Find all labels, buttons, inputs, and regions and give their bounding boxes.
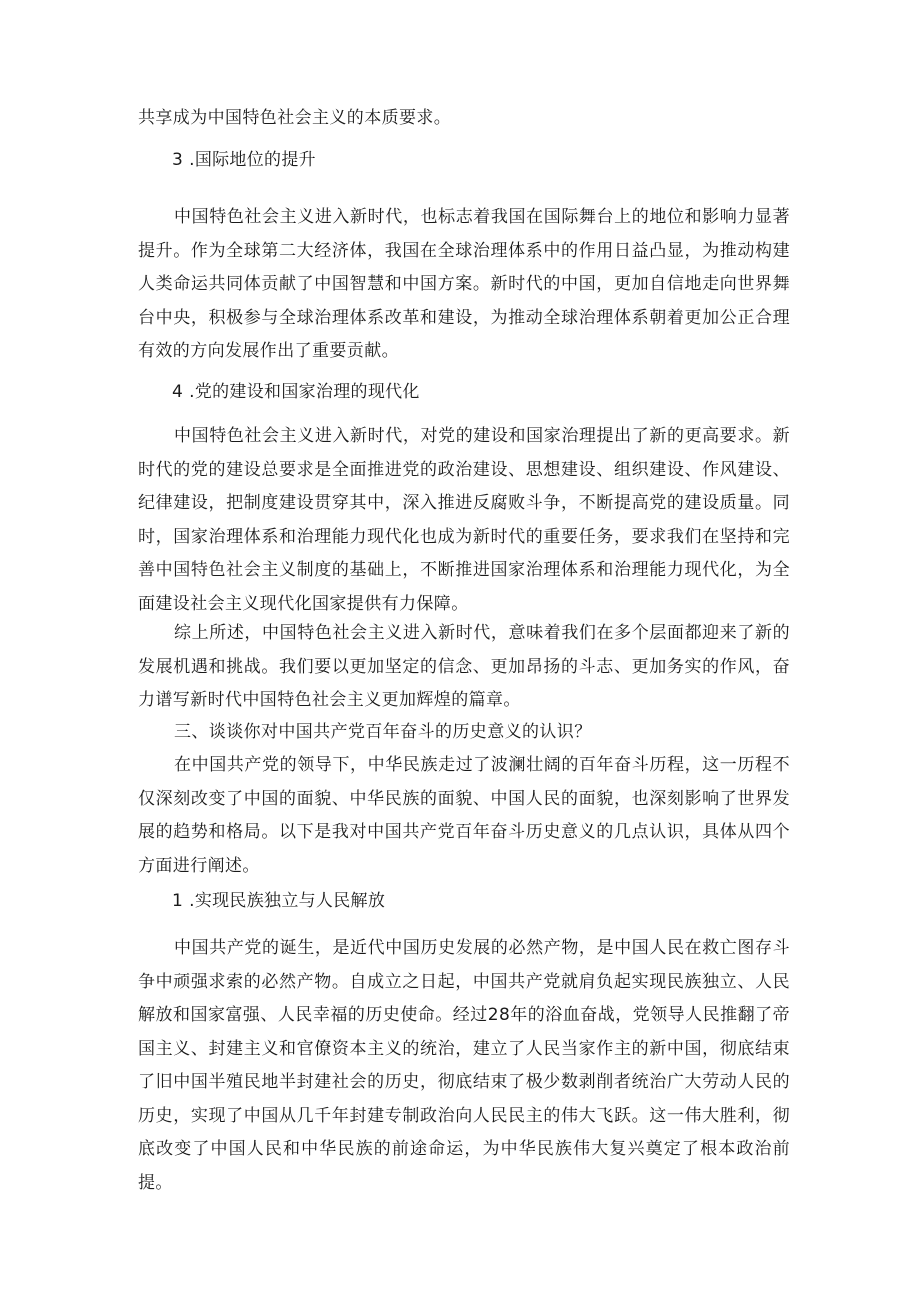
heading-number: 4 — [172, 382, 184, 402]
paragraph-century-struggle: 在中国共产党的领导下，中华民族走过了波澜壮阔的百年奋斗历程，这一历程不仅深刻改变了中国的面貌、中华民族的面貌、中国人民的面貌，也深刻影响了世界发展的趋势和格局。以下是我对中国共产党百年奋斗历史意义的几点认识，具体从四个方面进行阐述。 — [138, 755, 790, 876]
heading-independence — [172, 885, 385, 918]
heading-international-status — [172, 144, 316, 177]
heading-text: .实现民族独立与人民解放 — [189, 891, 386, 911]
section-heading-three: 三、谈谈你对中国共产党百年奋斗的历史意义的认识？ — [174, 722, 592, 742]
paragraph-intro-tail: 共享成为中国特色社会主义的本质要求。 — [138, 108, 452, 128]
heading-text: .国际地位的提升 — [189, 150, 316, 170]
paragraph-summary: 综上所述，中国特色社会主义进入新时代，意味着我们在多个层面都迎来了新的发展机遇和挑战。我们要以更加坚定的信念、更加昂扬的斗志、更加务实的作风，奋力谱写新时代中国特色社会主义更加辉煌的篇章。 — [138, 623, 790, 710]
heading-party-building — [172, 376, 420, 409]
paragraph-international-status: 中国特色社会主义进入新时代，也标志着我国在国际舞台上的地位和影响力显著提升。作为全球第二大经济体，我国在全球治理体系中的作用日益凸显，为推动构建人类命运共同体贡献了中国智慧和中国方案。新时代的中国，更加自信地走向世界舞台中央，积极参与全球治理体系改革和建设，为推动全球治理体系朝着更加公正合理有效的方向发展作出了重要贡献。 — [138, 207, 790, 361]
heading-number: 3 — [172, 150, 184, 170]
heading-number: 1 — [172, 891, 184, 911]
heading-text: .党的建设和国家治理的现代化 — [189, 382, 420, 402]
paragraph-party-building: 中国特色社会主义进入新时代，对党的建设和国家治理提出了新的更高要求。新时代的党的建设总要求是全面推进党的政治建设、思想建设、组织建设、作风建设、纪律建设，把制度建设贯穿其中，深入推进反腐败斗争，不断提高党的建设质量。同时，国家治理体系和治理能力现代化也成为新时代的重要任务，要求我们在坚持和完善中国特色社会主义制度的基础上，不断推进国家治理体系和治理能力现代化，为全面建设社会主义现代化国家提供有力保障。 — [138, 426, 790, 614]
paragraph-independence: 中国共产党的诞生，是近代中国历史发展的必然产物，是中国人民在救亡图存斗争中顽强求索的必然产物。自成立之日起，中国共产党就肩负起实现民族独立、人民解放和国家富强、人民幸福的历史使命。经过28年的浴血奋战，党领导人民推翻了帝国主义、封建主义和官僚资本主义的统治，建立了人民当家作主的新中国，彻底结束了旧中国半殖民地半封建社会的历史，彻底结束了极少数剥削者统治广大劳动人民的历史，实现了中国从几千年封建专制政治向人民民主的伟大飞跃。这一伟大胜利，彻底改变了中国人民和中华民族的前途命运，为中华民族伟大复兴奠定了根本政治前提。 — [138, 938, 790, 1193]
